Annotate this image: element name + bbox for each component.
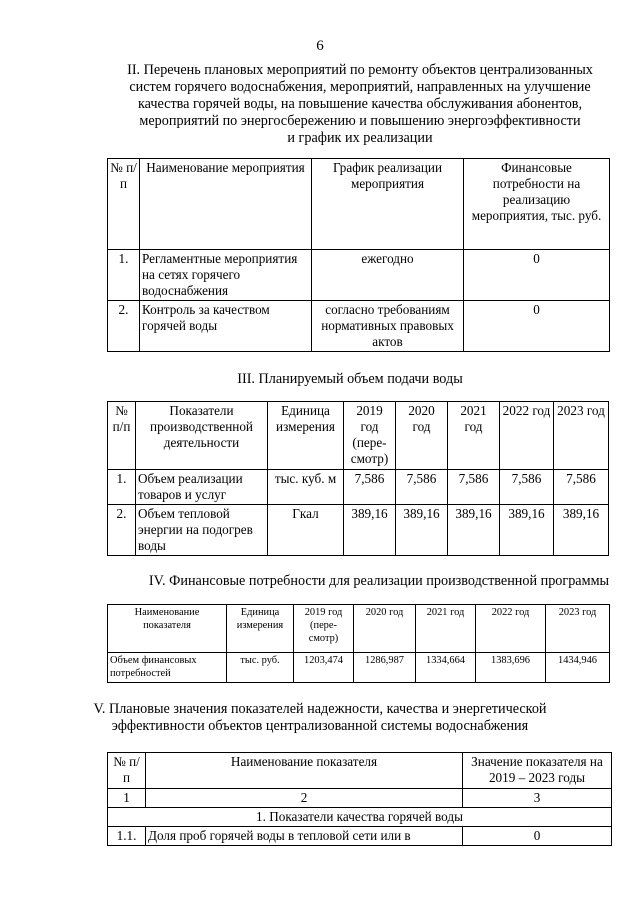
cell: ежегодно	[312, 250, 464, 301]
cell: 7,586	[344, 470, 396, 505]
cell: согласно требованиям нормативных правовых актов	[312, 301, 464, 352]
header-cell: 2020 год	[354, 605, 416, 653]
section-4-heading: IV. Финансовые потребности для реализации производственной программы	[148, 573, 610, 589]
cell: 389,16	[344, 505, 396, 556]
cell: 2	[146, 789, 463, 808]
cell: 1383,696	[476, 653, 546, 683]
header-cell: 2023 год	[554, 402, 609, 470]
table-row	[108, 505, 609, 556]
header-cell: Наименование показателя	[146, 753, 463, 789]
header-cell: Значение показателя на 2019 – 2023 годы	[463, 753, 612, 789]
cell: 389,16	[396, 505, 448, 556]
cell: 2.	[108, 505, 136, 556]
table-row	[108, 250, 610, 301]
cell: 389,16	[554, 505, 609, 556]
cell: 3	[463, 789, 612, 808]
header-cell: 2023 год	[546, 605, 610, 653]
cell: 1434,946	[546, 653, 610, 683]
section-5-heading	[90, 701, 550, 735]
header-cell: Единица измерения	[227, 605, 294, 653]
cell: Контроль за качеством горячей воды	[140, 301, 312, 352]
group-title-row	[108, 808, 612, 827]
table-row	[108, 470, 609, 505]
table-header-row	[108, 605, 610, 653]
header-cell: 2019 год (пере-смотр)	[344, 402, 396, 470]
cell: 1	[108, 789, 146, 808]
header-cell: График реализации мероприятия	[312, 159, 464, 250]
indicators-table	[107, 752, 612, 846]
cell: 7,586	[500, 470, 554, 505]
financial-needs-table	[107, 604, 610, 683]
cell: 389,16	[500, 505, 554, 556]
cell: 1.	[108, 470, 136, 505]
heading-line: эффективности объектов централизованной системы водоснабжения	[111, 718, 529, 734]
header-cell: Наименование мероприятия	[140, 159, 312, 250]
cell: 7,586	[396, 470, 448, 505]
header-cell: 2022 год	[476, 605, 546, 653]
group-title: 1. Показатели качества горячей воды	[108, 808, 612, 827]
table-header-row	[108, 753, 612, 789]
cell: 0	[464, 301, 610, 352]
header-cell: 2019 год (пере-смотр)	[294, 605, 354, 653]
cell: 7,586	[554, 470, 609, 505]
header-cell: Наименование показателя	[108, 605, 227, 653]
header-cell: Единица измерения	[268, 402, 344, 470]
section-2-heading	[110, 62, 610, 147]
heading-line: качества горячей воды, на повышение качества обслуживания абонентов,	[137, 96, 583, 112]
cell: 1.	[108, 250, 140, 301]
cell: 0	[463, 827, 612, 846]
header-cell: № п/п	[108, 159, 140, 250]
header-cell: № п/п	[108, 402, 136, 470]
cell: 1334,664	[416, 653, 476, 683]
header-cell: 2022 год	[500, 402, 554, 470]
table-header-row	[108, 402, 609, 470]
cell: 2.	[108, 301, 140, 352]
cell: 389,16	[448, 505, 500, 556]
cell: 1.1.	[108, 827, 146, 846]
cell: Доля проб горячей воды в тепловой сети или в	[146, 827, 463, 846]
cell: Объем реализации товаров и услуг	[136, 470, 268, 505]
header-cell: 2020 год	[396, 402, 448, 470]
cell: 7,586	[448, 470, 500, 505]
heading-line: мероприятий по энергосбережению и повышению энергоэффективности	[139, 113, 581, 129]
table-row	[108, 827, 612, 846]
header-cell: 2021 год	[448, 402, 500, 470]
heading-line: II. Перечень плановых мероприятий по ремонту объектов централизованных	[127, 62, 593, 78]
cell: тыс. куб. м	[268, 470, 344, 505]
header-cell: 2021 год	[416, 605, 476, 653]
table-row	[108, 653, 610, 683]
heading-line: систем горячего водоснабжения, мероприятий, направленных на улучшение	[129, 79, 591, 95]
header-cell: Финансовые потребности на реализацию мероприятия, тыс. руб.	[464, 159, 610, 250]
cell: Объем финансовых потребностей	[108, 653, 227, 683]
cell: Регламентные мероприятия на сетях горячего водоснабжения	[140, 250, 312, 301]
header-cell: № п/п	[108, 753, 146, 789]
measures-table	[107, 158, 610, 352]
column-number-row	[108, 789, 612, 808]
heading-line: и график их реализации	[287, 130, 433, 146]
section-3-heading: III. Планируемый объем подачи воды	[237, 371, 463, 387]
cell: 1286,987	[354, 653, 416, 683]
header-cell: Показатели производственной деятельности	[136, 402, 268, 470]
heading-line: V. Плановые значения показателей надежности, качества и энергетической	[93, 701, 547, 717]
cell: тыс. руб.	[227, 653, 294, 683]
cell: Объем тепловой энергии на подогрев воды	[136, 505, 268, 556]
water-supply-volume-table	[107, 401, 609, 556]
page-number: 6	[316, 38, 324, 54]
cell: 0	[464, 250, 610, 301]
cell: Гкал	[268, 505, 344, 556]
table-row	[108, 301, 610, 352]
table-header-row	[108, 159, 610, 250]
cell: 1203,474	[294, 653, 354, 683]
